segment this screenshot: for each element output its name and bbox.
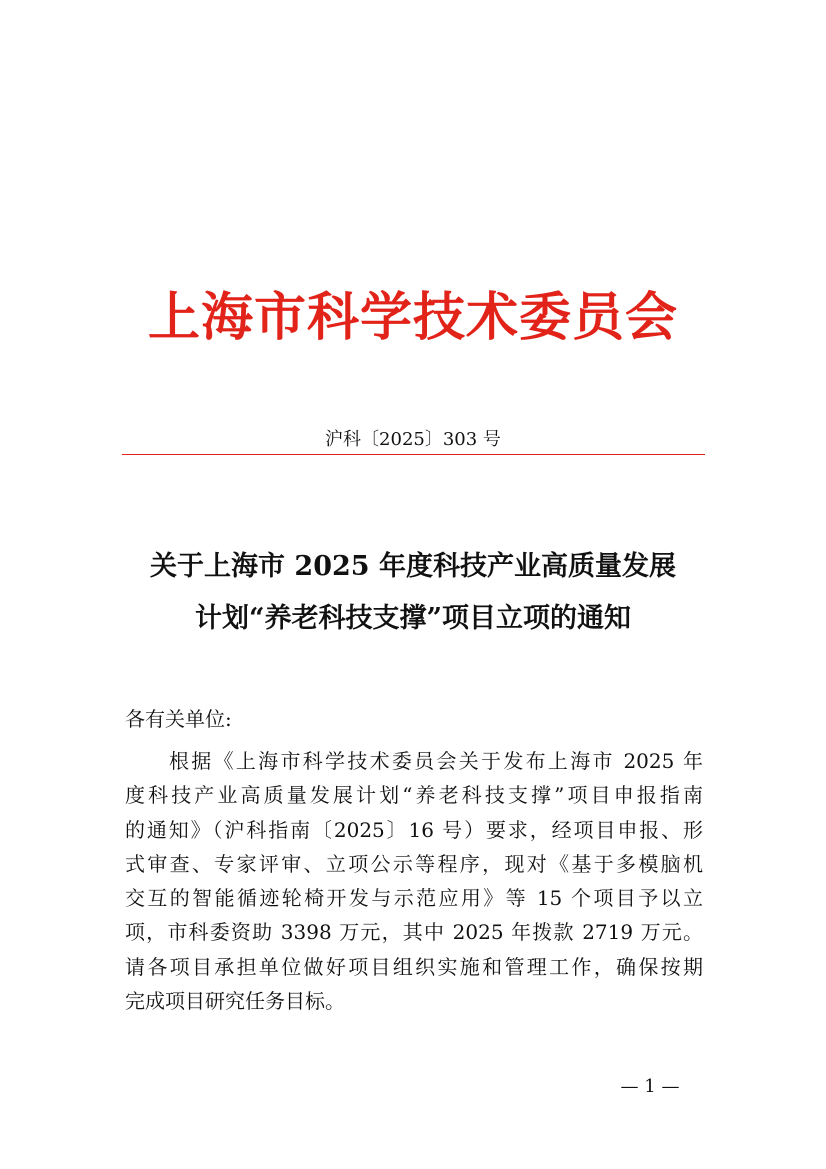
red-separator-line [122, 454, 705, 455]
body-line: 完成项目研究任务目标。 [125, 989, 345, 1014]
body-paragraph [125, 744, 703, 1018]
issuing-organization-title: 上海市科学技术委员会 [147, 287, 678, 348]
body-line: 项，市科委资助 3398 万元，其中 2025 年拨款 2719 万元。 [125, 920, 703, 945]
document-title-line-1: 关于上海市 2025 年度科技产业高质量发展 [150, 551, 676, 582]
page-number: — 1 — [620, 1076, 680, 1097]
body-line: 根据《上海市科学技术委员会关于发布上海市 2025 年 [169, 749, 703, 773]
body-line: 的通知》（沪科指南〔2025〕16 号）要求，经项目申报、形 [125, 817, 703, 842]
document-title-line-2: 计划“养老科技支撑”项目立项的通知 [194, 603, 632, 634]
body-line: 请各项目承担单位做好项目组织实施和管理工作，确保按期 [125, 954, 703, 979]
body-line: 交互的智能循迹轮椅开发与示范应用》等 15 个项目予以立 [125, 886, 703, 911]
document-title [110, 541, 716, 645]
body-line: 度科技产业高质量发展计划“养老科技支撑”项目申报指南 [125, 783, 703, 808]
body-line: 式审查、专家评审、立项公示等程序，现对《基于多模脑机 [125, 851, 703, 876]
salutation: 各有关单位: [125, 707, 232, 731]
document-number: 沪科〔2025〕303 号 [325, 429, 501, 450]
